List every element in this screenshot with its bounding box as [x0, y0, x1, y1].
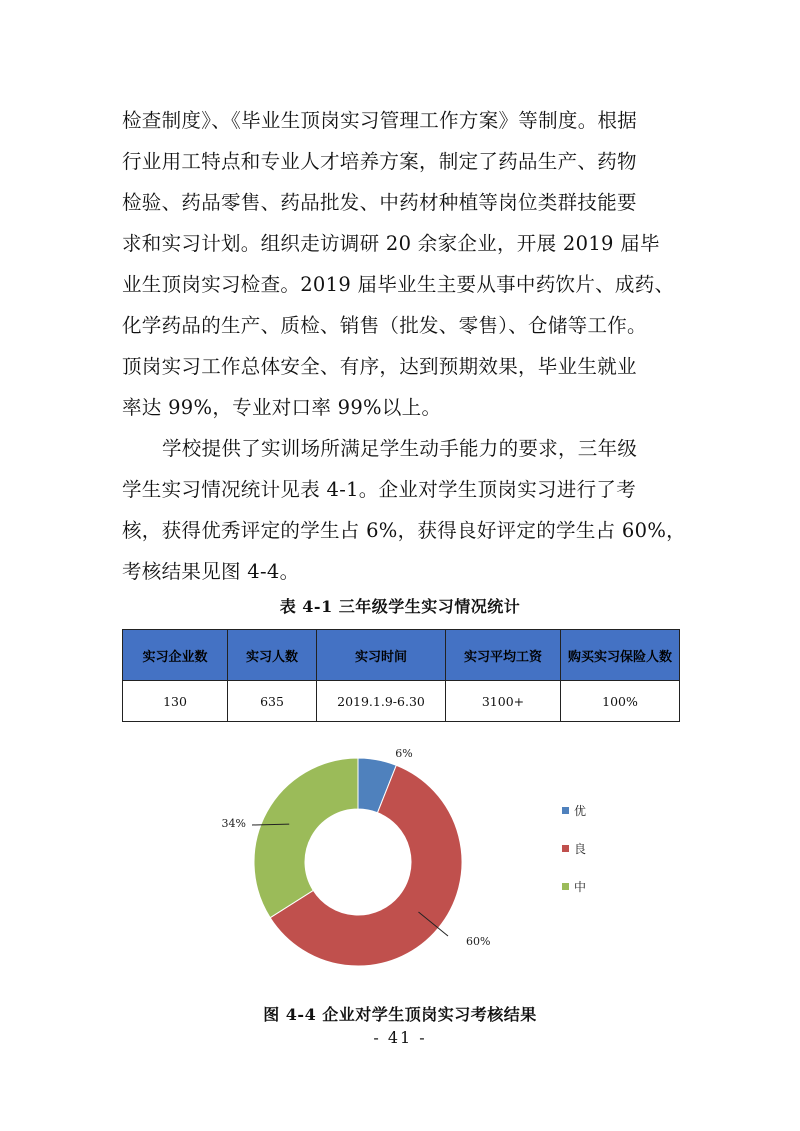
page-number: - 41 -: [373, 1028, 427, 1047]
legend-label-3: 中: [574, 880, 587, 894]
data-label-1: 6%: [395, 747, 413, 760]
table-cell: 2019.1.9-6.30: [317, 681, 446, 722]
table-header-cell: 购买实习保险人数: [561, 630, 680, 681]
table-cell: 635: [228, 681, 317, 722]
paragraph-1: [122, 100, 690, 428]
table-header-row: [123, 630, 680, 681]
legend-label-1: 优: [574, 804, 587, 818]
table-header-cell: 实习人数: [228, 630, 317, 681]
text-line: 顶岗实习工作总体安全、有序，达到预期效果，毕业生就业: [122, 355, 637, 378]
table-cell: 100%: [561, 681, 680, 722]
table-cell: 130: [123, 681, 228, 722]
text-line: 化学药品的生产、质检、销售（批发、零售）、仓储等工作。: [122, 314, 647, 337]
text-line: 核，获得优秀评定的学生占 6%，获得良好评定的学生占 60%，: [122, 519, 686, 542]
donut-slice-3: [254, 758, 358, 918]
text-line: 学校提供了实训场所满足学生动手能力的要求，三年级: [162, 437, 638, 460]
stats-table: [122, 629, 680, 722]
table-cell: 3100+: [446, 681, 561, 722]
table-header-cell: 实习企业数: [123, 630, 228, 681]
text-line: 业生顶岗实习检查。2019 届毕业生主要从事中药饮片、成药、: [122, 273, 675, 296]
text-line: 学生实习情况统计见表 4-1。企业对学生顶岗实习进行了考: [122, 478, 637, 501]
table-header-cell: 实习时间: [317, 630, 446, 681]
legend-swatch-2: [562, 845, 569, 852]
text-line: 检查制度》、《毕业生顶岗实习管理工作方案》等制度。根据: [122, 109, 638, 132]
legend-label-2: 良: [574, 842, 587, 856]
legend-swatch-3: [562, 883, 569, 890]
data-label-3: 34%: [221, 817, 246, 830]
paragraph-2: [122, 428, 690, 592]
text-line: 考核结果见图 4-4。: [122, 560, 300, 583]
data-label-2: 60%: [466, 935, 491, 948]
text-line: 检验、药品零售、药品批发、中药材种植等岗位类群技能要: [122, 191, 637, 214]
table-caption: 表 4-1 三年级学生实习情况统计: [279, 597, 521, 616]
text-line: 率达 99%，专业对口率 99%以上。: [122, 396, 442, 419]
text-line: 行业用工特点和专业人才培养方案，制定了药品生产、药物: [122, 150, 637, 173]
table-row: [123, 681, 680, 722]
legend-swatch-1: [562, 807, 569, 814]
table-header-cell: 实习平均工资: [446, 630, 561, 681]
figure-caption: 图 4-4 企业对学生顶岗实习考核结果: [263, 1005, 537, 1024]
donut-chart: [200, 735, 620, 995]
text-line: 求和实习计划。组织走访调研 20 余家企业，开展 2019 届毕: [122, 232, 660, 255]
